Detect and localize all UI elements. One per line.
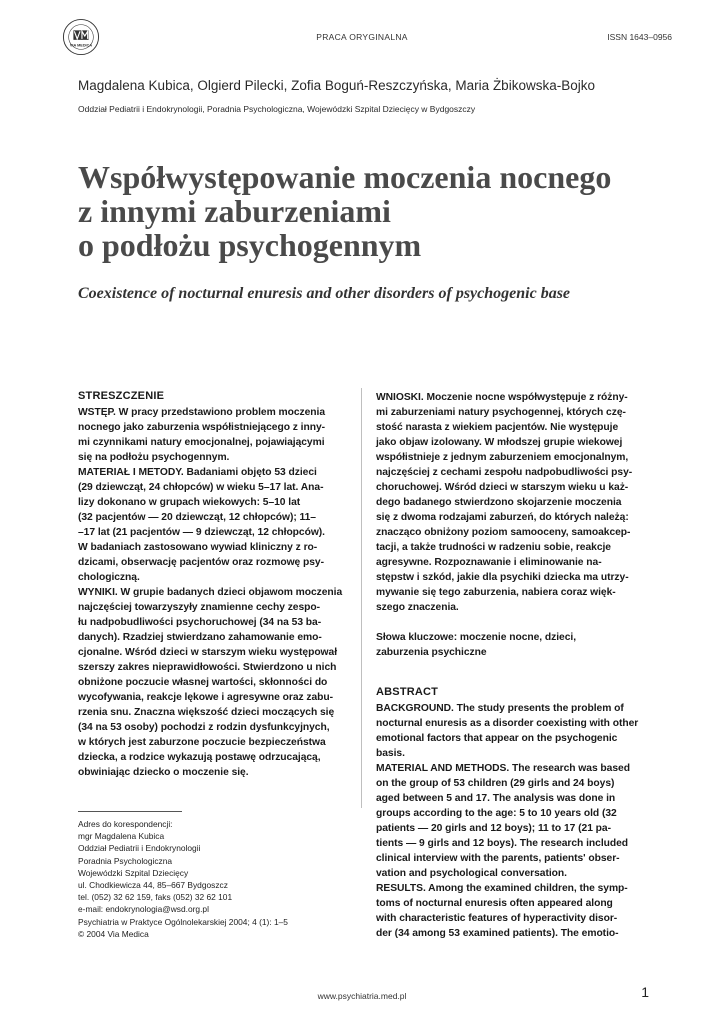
correspondence-line: Poradnia Psychologiczna	[78, 855, 173, 866]
correspondence-line: Wojewódzki Szpital Dziecięcy	[78, 867, 189, 878]
streszczenie-text	[78, 405, 348, 780]
correspondence-line: e-mail: endokrynologia@wsd.org.pl	[78, 904, 209, 915]
text-line: stość narasta z wiekiem pacjentów. Nie występuje	[376, 422, 619, 433]
text-line: jako objaw izolowany. W młodszej grupie wiekowej	[376, 437, 623, 448]
text-line: clinical interview with the parents, patients' obser-	[376, 853, 620, 864]
text-line: wycofywania, reakcje lękowe i agresywne oraz zabu-	[78, 692, 334, 703]
section-heading-streszczenie: STRESZCZENIE	[78, 390, 165, 402]
text-line: aged between 5 and 17. The analysis was done in	[376, 793, 616, 804]
text-line: mi czynnikami natury emocjonalnej, pojawiającymi	[78, 437, 325, 448]
affiliation: Oddział Pediatrii i Endokrynologii, Poradnia Psychologiczna, Wojewódzki Szpital Dziecięcy w Bydgoszczy	[78, 104, 476, 114]
conclusions-text	[376, 390, 646, 615]
text-line: toms of nocturnal enuresis often appeared along	[376, 898, 613, 909]
text-line: dzicami, obserwację pacjentów oraz rozmowę psy-	[78, 557, 324, 568]
text-line: MATERIAL AND METHODS. The research was based	[376, 763, 630, 774]
text-line: obniżone poczucie własnej wartości, skłonności do	[78, 677, 328, 688]
correspondence-line: Psychiatria w Praktyce Ogólnolekarskiej 2004; 4 (1): 1–5	[78, 916, 288, 927]
correspondence-line: Oddział Pediatrii i Endokrynologii	[78, 843, 201, 854]
abstract-right-column	[376, 390, 646, 941]
text-line: rzenia snu. Znaczna większość dzieci moczących się	[78, 707, 335, 718]
correspondence-line: tel. (052) 32 62 159, faks (052) 32 62 101	[78, 892, 233, 903]
text-line: tients — 9 girls and 12 boys). The research included	[376, 838, 629, 849]
title-line: o podłożu psychogennym	[78, 227, 422, 263]
text-line: agresywne. Rozpoznawanie i eliminowanie na-	[376, 557, 602, 568]
text-line: groups according to the age: 5 to 10 years old (32	[376, 808, 617, 819]
text-line: –17 lat (21 pacjentów — 9 dziewcząt, 12 chłopców).	[78, 527, 325, 538]
authors: Magdalena Kubica, Olgierd Pilecki, Zofia Boguń-Reszczyńska, Maria Żbikowska-Bojko	[78, 78, 595, 93]
text-line: się na podłożu psychogennym.	[78, 452, 230, 463]
footer-url: www.psychiatria.med.pl	[317, 991, 407, 1001]
text-line: w których jest zaburzone poczucie bezpieczeństwa	[78, 737, 326, 748]
text-line: znacząco obniżony poziom samooceny, samoakcep-	[376, 527, 631, 538]
column-divider	[361, 388, 362, 808]
correspondence-block	[78, 818, 348, 940]
text-line: szerszy zakres nieprawidłowości. Stwierdzono u nich	[78, 662, 337, 673]
text-line: on the group of 53 children (29 girls and 24 boys)	[376, 778, 615, 789]
abstract-polish-column	[78, 390, 348, 780]
text-line: się z dwoma rodzajami zaburzeń, do których należą:	[376, 512, 629, 523]
text-line: lizy dokonano w grupach wiekowych: 5–10 lat	[78, 497, 301, 508]
keywords-line: Słowa kluczowe: moczenie nocne, dzieci,	[376, 632, 577, 643]
text-line: (34 na 53 osoby) pochodzi z rodzin dysfunkcyjnych,	[78, 722, 330, 733]
text-line: (29 dziewcząt, 24 chłopców) w wieku 5–17 lat. Ana-	[78, 482, 324, 493]
issn: ISSN 1643–0956	[607, 32, 672, 42]
page-number: 1	[641, 984, 649, 1000]
text-line: mywanie się tego zaburzenia, nabiera coraz więk-	[376, 587, 616, 598]
text-line: stępstw i szkód, jakie dla psychiki dziecka ma utrzy-	[376, 572, 629, 583]
keywords-text	[376, 630, 646, 660]
correspondence-line: mgr Magdalena Kubica	[78, 831, 165, 842]
text-line: MATERIAŁ I METODY. Badaniami objęto 53 dzieci	[78, 467, 317, 478]
text-line: dego badanego stwierdzono skojarzenie moczenia	[376, 497, 622, 508]
text-line: nocturnal enuresis as a disorder coexisting with other	[376, 718, 639, 729]
text-line: chologiczną.	[78, 572, 140, 583]
text-line: choruchowej. Wśród dzieci w starszym wieku u każ-	[376, 482, 629, 493]
article-subtitle: Coexistence of nocturnal enuresis and other disorders of psychogenic base	[78, 285, 571, 302]
text-line: nocnego jako zaburzenia współistniejącego z inny-	[78, 422, 326, 433]
logo-text: VIA MEDICA	[69, 43, 93, 48]
keywords-line: zaburzenia psychiczne	[376, 647, 487, 658]
text-line: najczęściej z cechami zespołu nadpobudliwości psy-	[376, 467, 633, 478]
text-line: BACKGROUND. The study presents the problem of	[376, 703, 624, 714]
text-line: basis.	[376, 748, 405, 759]
correspondence-line: Adres do korespondencji:	[78, 819, 173, 829]
text-line: with characteristic features of hyperactivity disor-	[376, 913, 618, 924]
title-line: Współwystępowanie moczenia nocnego	[78, 159, 612, 195]
text-line: cjonalne. Wśród dzieci w starszym wieku występował	[78, 647, 338, 658]
text-line: łu nadpobudliwości psychoruchowej (34 na 53 ba-	[78, 617, 322, 628]
text-line: najczęściej towarzyszyły znamienne cechy zespo-	[78, 602, 321, 613]
text-line: dziecka, a rodzice wykazują postawę odrzucającą,	[78, 752, 321, 763]
correspondence-line: ul. Chodkiewicza 44, 85–667 Bydgoszcz	[78, 880, 228, 891]
text-line: szego znaczenia.	[376, 602, 459, 613]
section-heading-abstract: ABSTRACT	[376, 686, 439, 698]
text-line: WSTĘP. W pracy przedstawiono problem moczenia	[78, 407, 326, 418]
text-line: WYNIKI. W grupie badanych dzieci objawom moczenia	[78, 587, 343, 598]
text-line: emotional factors that appear on the psychogenic	[376, 733, 618, 744]
section-label: PRACA ORYGINALNA	[316, 32, 408, 42]
text-line: tacji, a także trudności w radzeniu sobie, reakcje	[376, 542, 611, 553]
text-line: patients — 20 girls and 12 boys); 11 to 17 (21 pa-	[376, 823, 611, 834]
text-line: (32 pacjentów — 20 dziewcząt, 12 chłopców); 11–	[78, 512, 316, 523]
article-title	[78, 160, 638, 262]
text-line: mi zaburzeniami natury psychogennej, których czę-	[376, 407, 626, 418]
text-line: vation and psychological conversation.	[376, 868, 567, 879]
title-line: z innymi zaburzeniami	[78, 193, 391, 229]
abstract-english-text	[376, 701, 646, 941]
text-line: danych). Rzadziej stwierdzano zahamowanie emo-	[78, 632, 322, 643]
text-line: obwiniając dziecko o moczenie się.	[78, 767, 249, 778]
text-line: W badaniach zastosowano wywiad kliniczny z ro-	[78, 542, 318, 553]
text-line: der (34 among 53 examined patients). The emotio-	[376, 928, 619, 939]
text-line: współistnieje z jednym zaburzeniem emocjonalnym,	[376, 452, 629, 463]
text-line: WNIOSKI. Moczenie nocne współwystępuje z różny-	[376, 392, 628, 403]
text-line: RESULTS. Among the examined children, the symp-	[376, 883, 628, 894]
footnote-rule	[78, 811, 182, 812]
correspondence-line: © 2004 Via Medica	[78, 928, 149, 939]
